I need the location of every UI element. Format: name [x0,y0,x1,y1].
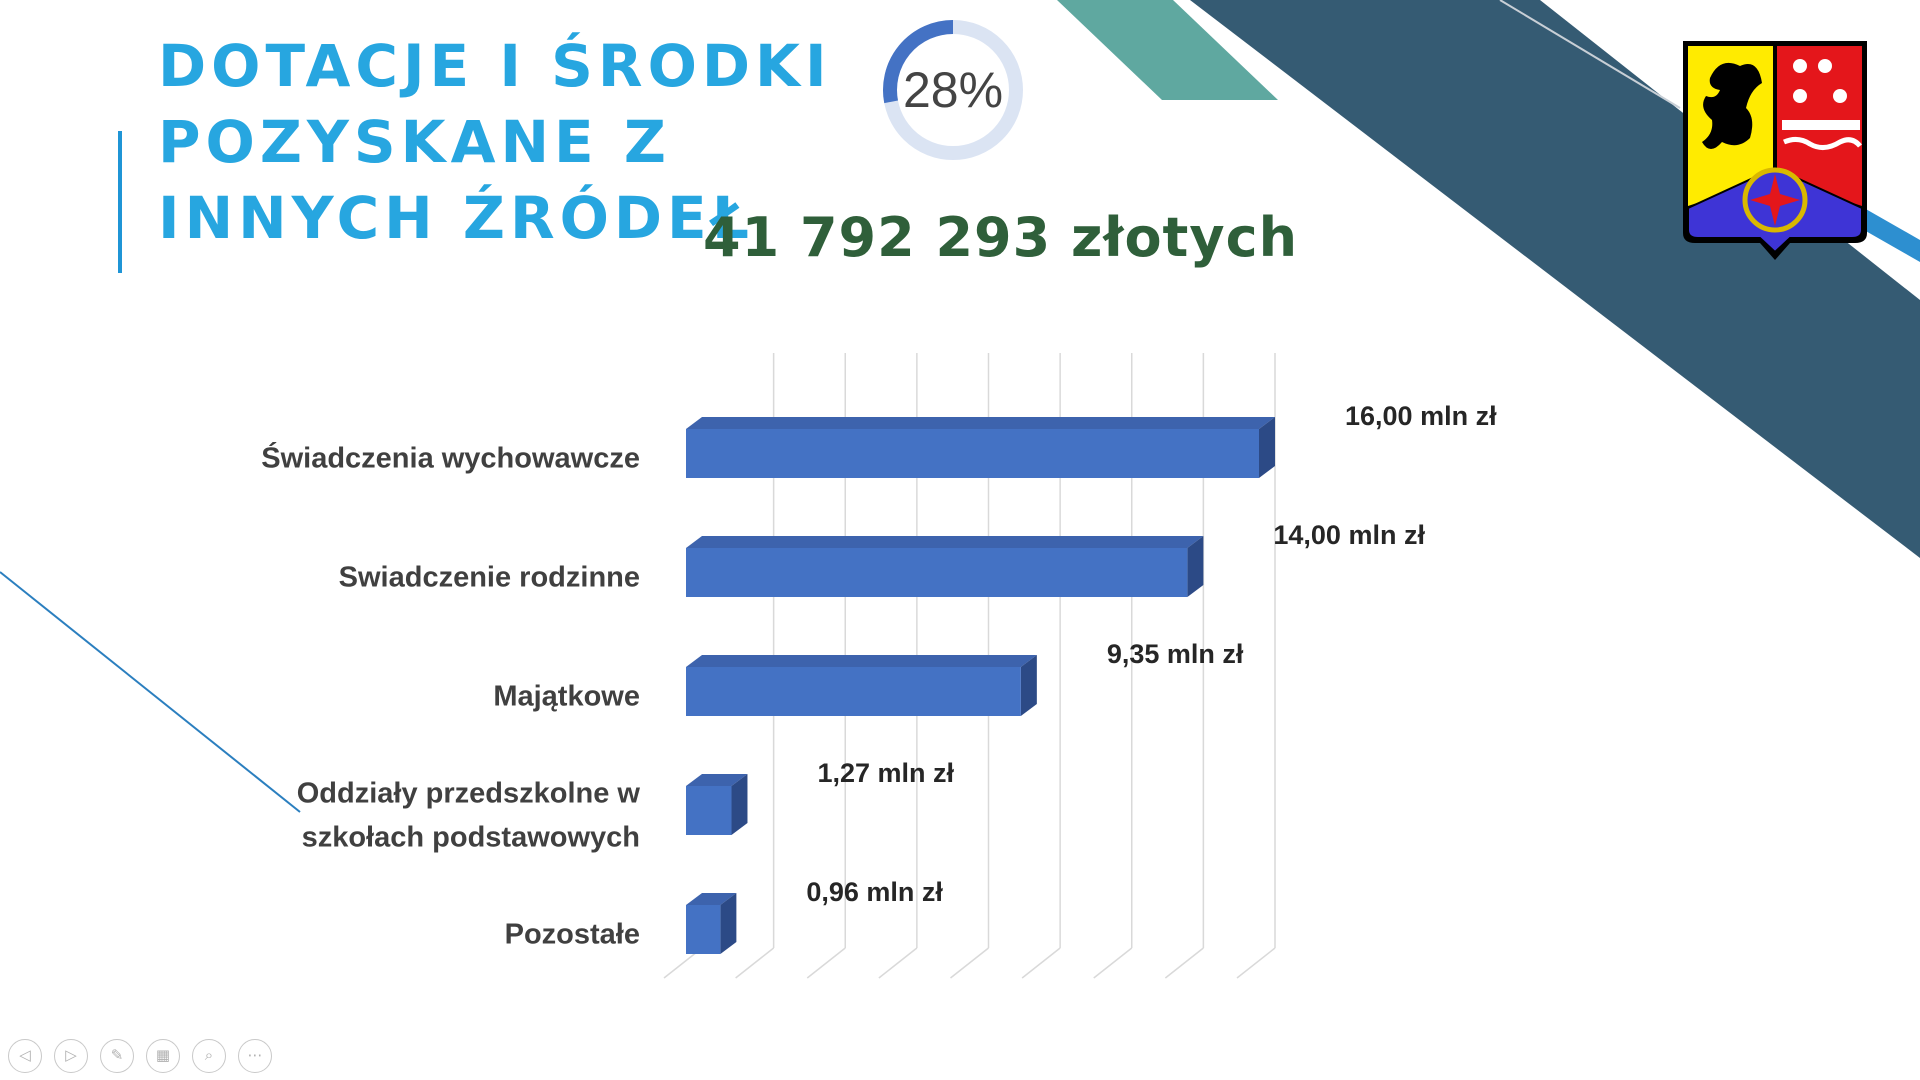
floor-gridline [879,948,917,978]
title-line-1: DOTACJE I ŚRODKI [158,32,832,100]
bar [686,429,1259,478]
coat-of-arms-logo [1680,38,1870,266]
bar-top [686,655,1037,667]
bar [686,548,1187,597]
data-label: 16,00 mln zł [1345,401,1497,431]
category-label: Pozostałe [504,918,640,951]
bar [686,905,720,954]
category-label: Swiadczenie rodzinne [338,561,640,594]
more-options-icon[interactable]: ⋯ [238,1039,272,1073]
data-label: 14,00 mln zł [1273,520,1425,550]
pen-icon[interactable]: ✎ [100,1039,134,1073]
slides-grid-icon[interactable]: ▦ [146,1039,180,1073]
title-line-3: INNYCH ŹRÓDEŁ [158,184,754,252]
category-label: szkołach podstawowych [301,821,640,854]
category-label: Oddziały przedszkolne w [296,777,640,810]
percentage-label: 28% [902,62,1004,118]
zoom-icon[interactable]: ⌕ [192,1039,226,1073]
floor-gridline [807,948,845,978]
floor-gridline [1165,948,1203,978]
previous-slide-icon[interactable]: ◁ [8,1039,42,1073]
total-amount: 41 792 293 złotych [703,206,1299,269]
data-label: 9,35 mln zł [1106,639,1244,669]
title-line-2: POZYSKANE Z [158,108,671,176]
floor-gridline [736,948,774,978]
floor-gridline [1094,948,1132,978]
category-label: Majątkowe [493,680,640,713]
category-label: Świadczenia wychowawcze [261,442,640,475]
data-label: 1,27 mln zł [817,758,955,788]
floor-gridline [951,948,989,978]
bar [686,786,731,835]
next-slide-icon[interactable]: ▷ [54,1039,88,1073]
bar-top [686,417,1275,429]
floor-gridline [1022,948,1060,978]
bar-top [686,536,1203,548]
floor-gridline [1237,948,1275,978]
bar [686,667,1021,716]
data-label: 0,96 mln zł [806,877,943,907]
